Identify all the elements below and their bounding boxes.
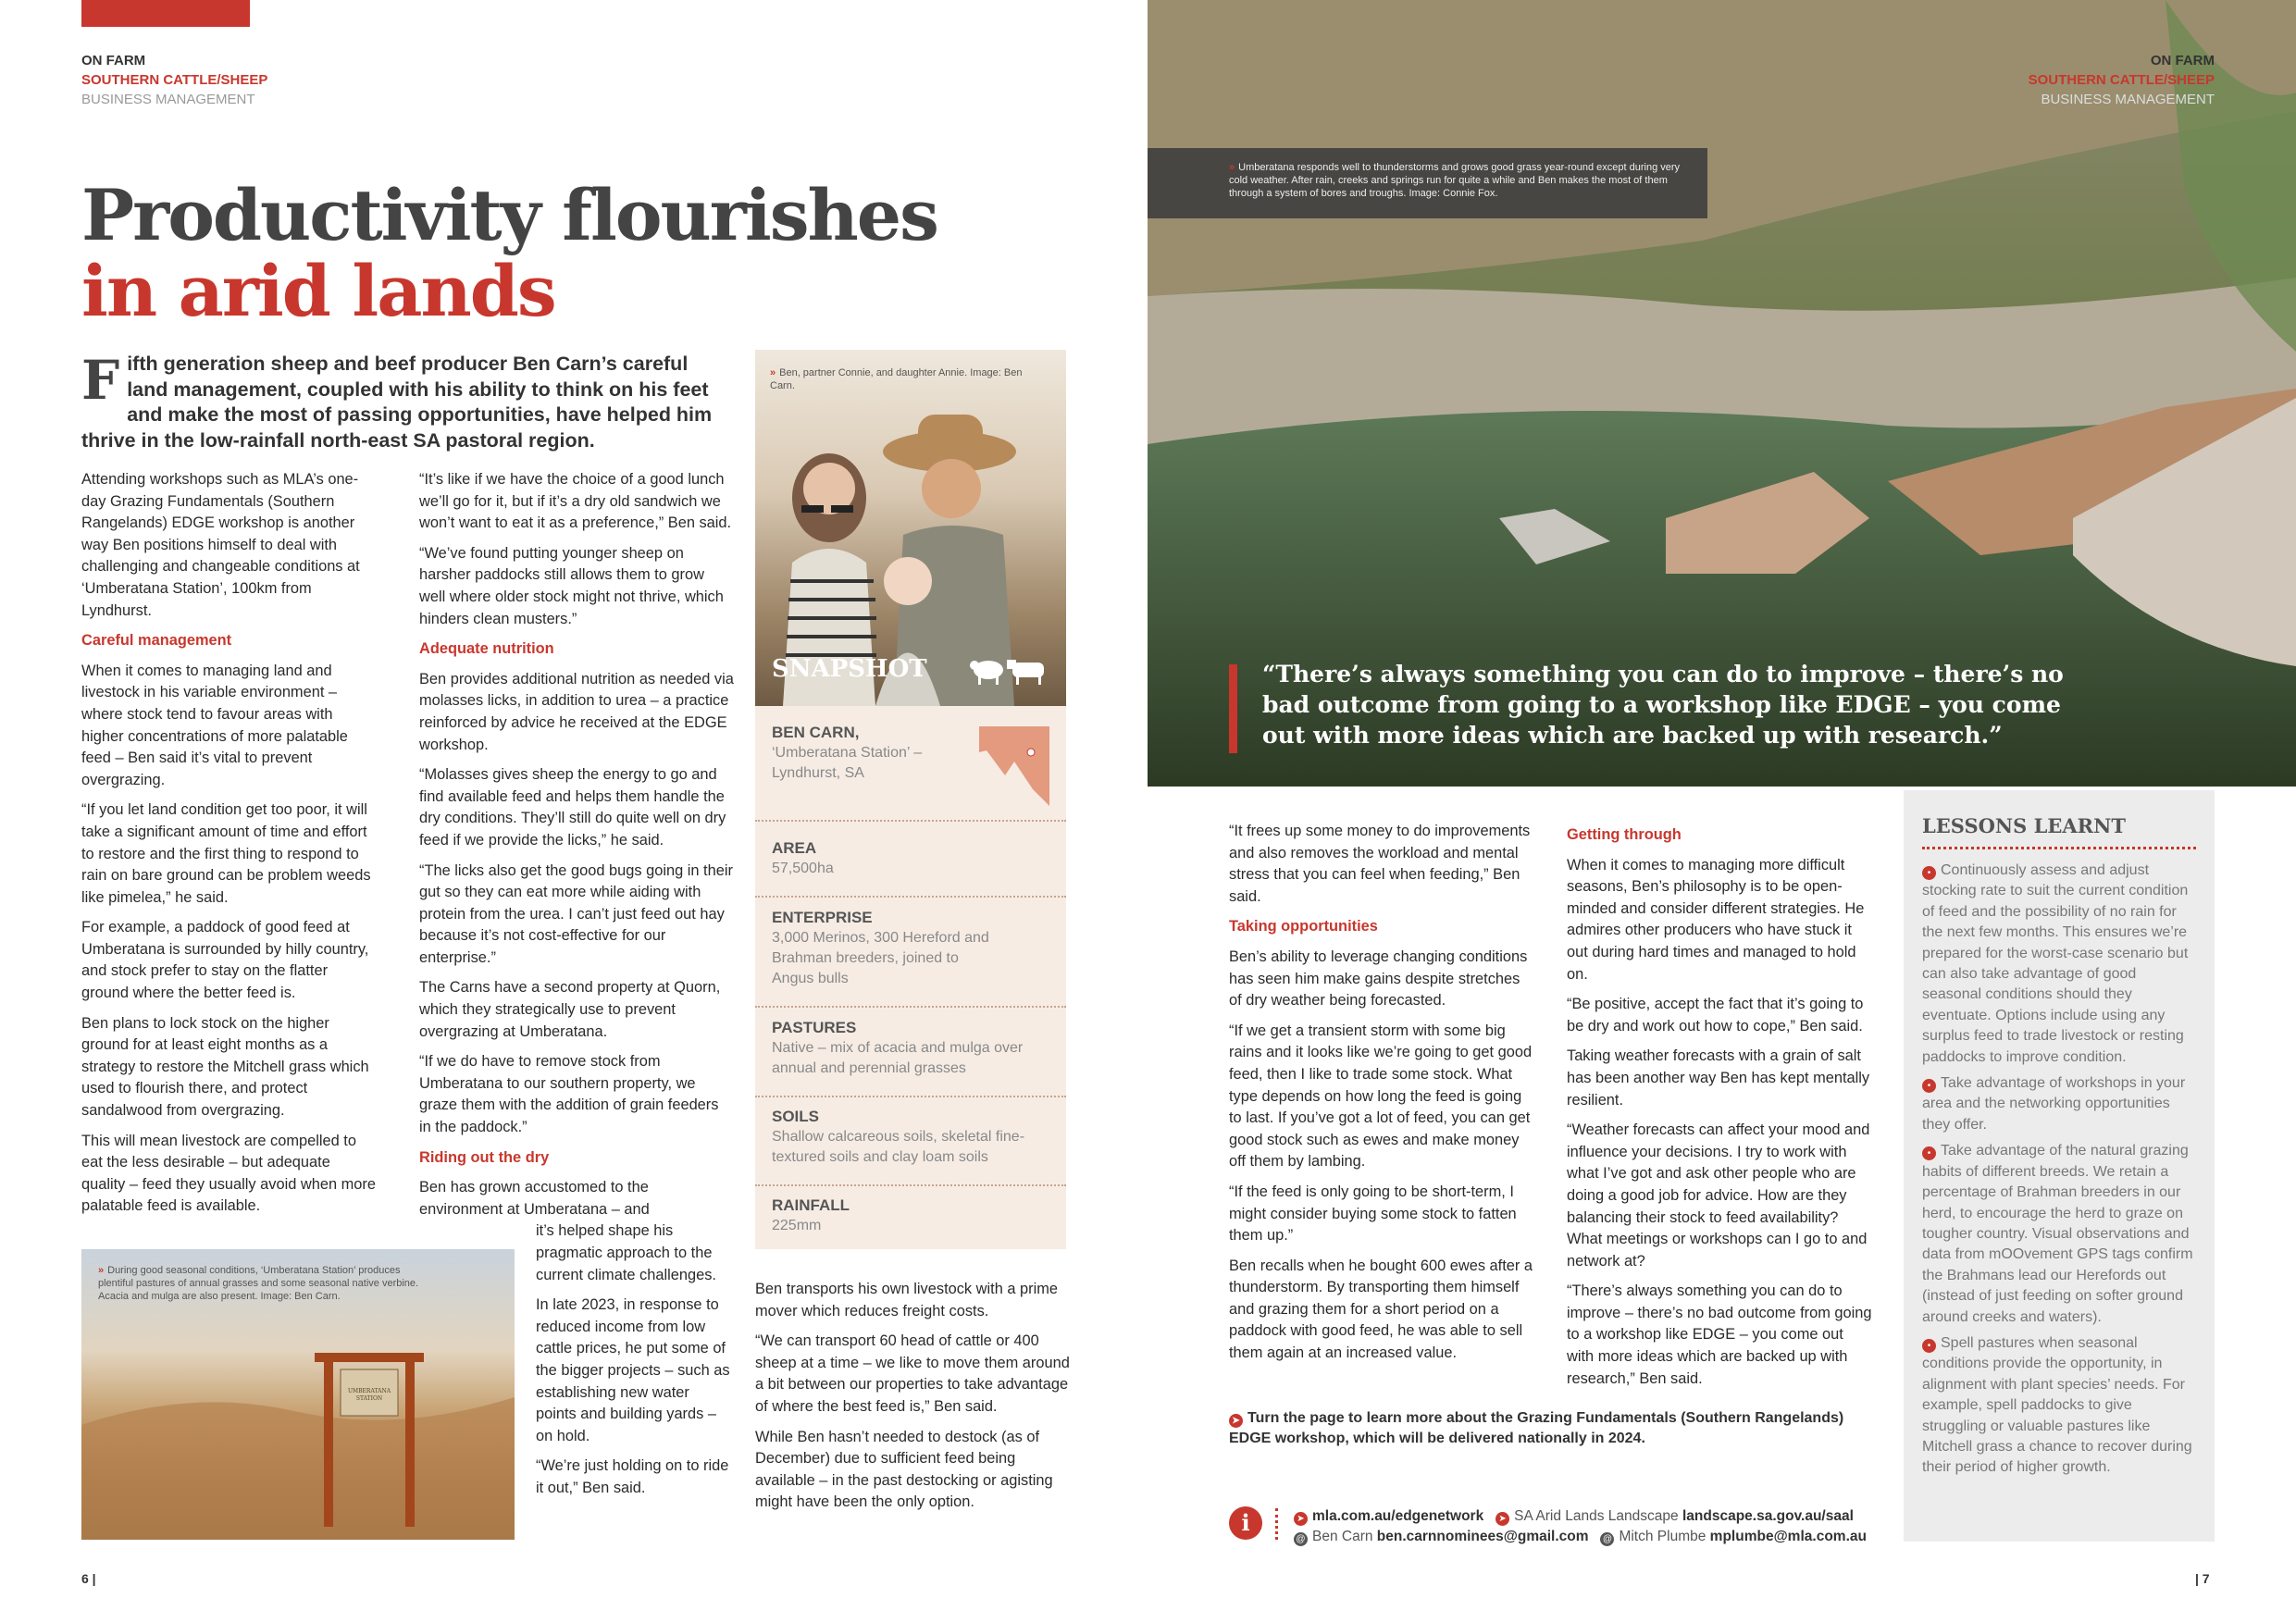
page-number-left: 6 | [81, 1571, 96, 1586]
section-category: SOUTHERN CATTLE/SHEEP [81, 72, 268, 88]
section-category: SOUTHERN CATTLE/SHEEP [2028, 72, 2215, 88]
family-photo [755, 350, 1066, 706]
snapshot-value: Native – mix of acacia and mulga over annual and perennial grasses [772, 1040, 1024, 1076]
paragraph: While Ben hasn’t needed to destock (as of December) due to sufficient feed being available – in the past destocking or agisting might have been the only option. [755, 1428, 1053, 1511]
landscape-caption-box [1148, 148, 1707, 218]
snapshot-value: 225mm [772, 1218, 822, 1233]
info-divider [1275, 1508, 1278, 1540]
info-line-1 [1294, 1506, 1854, 1527]
email-ben[interactable]: ben.carnnominees@gmail.com [1376, 1529, 1589, 1544]
pull-quote: “There’s always something you can do to improve – there’s no bad outcome from going to a workshop like EDGE – you come out with more ideas which are backed up with research.” [1262, 661, 2064, 749]
link-mla-edge[interactable]: mla.com.au/edgenetwork [1312, 1508, 1484, 1524]
snapshot-row-rainfall [755, 1179, 1066, 1253]
sa-map-icon [977, 725, 1051, 808]
paragraph: it’s helped shape his pragmatic approach to the current climate challenges. [536, 1222, 716, 1283]
subheading: Careful management [81, 632, 232, 650]
family-photo-caption [770, 366, 1038, 392]
link-label: SA Arid Lands Landscape [1514, 1508, 1679, 1524]
lesson-item [1922, 1141, 2196, 1328]
snapshot-name: BEN CARN, [772, 724, 860, 741]
paragraph: When it comes to managing more difficult seasons, Ben’s philosophy is to be open-minded and consider different strategies. He admires other producers who have stuck it out during hard times and managed to hold on. [1567, 856, 1865, 983]
lead-text: ifth generation sheep and beef producer Ben Carn’s careful land management, coupled with his ability to think on his feet and make the most of passing opportunities, have helped him thrive in the low-rainfall north-east SA pastoral region. [81, 353, 713, 452]
lesson-item [1922, 1073, 2196, 1135]
snapshot-row-pastures [755, 1001, 1066, 1097]
landscape-caption [1229, 161, 1691, 200]
snapshot-label: PASTURES [772, 1019, 857, 1036]
paragraph: “We’ve found putting younger sheep on harsher paddocks still allows them to grow well where older stock might not thrive, which hinders clean musters.” [419, 544, 724, 627]
arrow-right-icon: ➤ [1229, 1414, 1243, 1428]
paragraph: When it comes to managing land and livestock in his variable environment – where stock tend to favour areas with higher concentrations of more palatable feed – Ben said it’s vital to prevent overgrazing. [81, 662, 348, 788]
sign-text: UMBERATANA [347, 1388, 391, 1394]
paragraph: Ben recalls when he bought 600 ewes after a thunderstorm. By transporting them himself and grazing them for a short period on a paddock with good feed, he was able to sell them again at an increased value. [1229, 1257, 1533, 1362]
lead-paragraph [81, 349, 729, 453]
section-subcategory: BUSINESS MANAGEMENT [2041, 92, 2215, 107]
snapshot-location: ‘Umberatana Station’ – Lyndhurst, SA [772, 745, 923, 781]
speech-bubble-icon: • [1922, 1146, 1936, 1160]
body-column-1 [81, 469, 376, 1226]
paragraph: “Be positive, accept the fact that it’s going to be dry and work out how to cope,” Ben said. [1567, 996, 1864, 1035]
section-subcategory: BUSINESS MANAGEMENT [81, 92, 255, 107]
section-header-right [1971, 51, 2215, 109]
snapshot-value: 57,500ha [772, 861, 834, 876]
lesson-text: Spell pastures when seasonal conditions provide the opportunity, in alignment with plant species’ needs. For example, spell paddocks to give struggling or valuable pastures like Mitchell grass a chance to recover during their period of higher growth. [1922, 1334, 2192, 1476]
paragraph: “If the feed is only going to be short-term, I might consider buying some stock to fatten them up.” [1229, 1183, 1517, 1245]
paragraph: “It’s like if we have the choice of a good lunch we’ll go for it, but if it’s a dry old sandwich we won’t want to eat it as a preference,” Ben said. [419, 471, 732, 532]
section-header-left [81, 51, 267, 109]
paragraph: Ben has grown accustomed to the environment at Umberatana – and [419, 1179, 650, 1218]
section-kicker: ON FARM [81, 53, 146, 68]
snapshot-row-soils [755, 1090, 1066, 1186]
subheading: Adequate nutrition [419, 640, 554, 658]
email-icon: @ [1600, 1532, 1614, 1546]
paragraph: “Molasses gives sheep the energy to go and find available feed and helps them handle the dry conditions. They’ll still do quite well on dry feed if we provide the licks,” he said. [419, 766, 726, 849]
snapshot-panel [755, 350, 1066, 1249]
link-icon: ➤ [1496, 1512, 1509, 1526]
snapshot-row-name [755, 706, 1066, 822]
lesson-item [1922, 861, 2196, 1068]
speech-bubble-icon: • [1922, 1339, 1936, 1353]
snapshot-heading: SNAPSHOT [772, 655, 927, 683]
paragraph: “If we do have to remove stock from Umberatana to our southern property, we graze them with the addition of grain feeders in the paddock.” [419, 1053, 719, 1136]
snapshot-label: RAINFALL [772, 1196, 850, 1214]
sign-lettering [346, 1388, 392, 1403]
sign-photo-caption [98, 1264, 422, 1303]
link-icon: ➤ [1294, 1512, 1308, 1526]
paragraph: This will mean livestock are compelled to eat the less desirable – but adequate quality – feed they usually avoid when more palatable feed is available. [81, 1132, 376, 1215]
red-tab-left [81, 0, 250, 27]
paragraph: “If we get a transient storm with some big rains and it looks like we’re going to get good feed, then I like to trade some stock. What type depends on how long the feed is going to last. If you’ve got a lot of feed, you can get good stock such as ewes and make money off them by lambing. [1229, 1022, 1533, 1171]
lesson-text: Continuously assess and adjust stocking rate to suit the current condition of feed and the possibility of no rain for the next few months. This ensures we’re prepared for the worst-case scenario but can also take advantage of good seasonal conditions should they eventuate. Options include using any surplus feed to trade livestock or resting paddocks to improve condition. [1922, 862, 2189, 1065]
turn-page-text: Turn the page to learn more about the Grazing Fundamentals (Southern Rangelands) EDGE workshop, which will be delivered nationally in 2024. [1229, 1410, 1844, 1446]
paragraph: Ben’s ability to leverage changing conditions has seen him make gains despite stretches of dry weather being forecasted. [1229, 948, 1528, 1010]
lessons-heading: LESSONS LEARNT [1922, 814, 2196, 849]
link-saal[interactable]: landscape.sa.gov.au/saal [1682, 1508, 1854, 1524]
family-illustration [755, 350, 1066, 706]
body-column-5 [1567, 821, 1872, 1398]
speech-bubble-icon: • [1922, 1079, 1936, 1093]
paragraph: For example, a paddock of good feed at Umberatana is surrounded by hilly country, and stock prefer to stay on the flatter ground where the better feed is. [81, 919, 369, 1002]
paragraph: “The licks also get the good bugs going in their gut so they can eat more while aiding with protein from the urea. I can’t just feed out hay because it’s not cost-effective for our enterprise.” [419, 861, 733, 966]
section-kicker: ON FARM [2150, 53, 2215, 68]
snapshot-label: SOILS [772, 1108, 820, 1125]
paragraph: Ben plans to lock stock on the higher ground for at least eight months as a strategy to restore the Mitchell grass which used to flourish there, and protect sandalwood from overgrazing. [81, 1014, 369, 1120]
paragraph: Attending workshops such as MLA’s one-day Grazing Fundamentals (Southern Rangelands) EDGE workshop is another way Ben positions himself to deal with challenging and changeable conditions at ‘Umberatana Station’, 100km from Lyndhurst. [81, 471, 360, 619]
caption-chevron-icon: » [1229, 162, 1235, 173]
email-icon: @ [1294, 1532, 1308, 1546]
article-title [81, 174, 937, 332]
title-line-2: in arid lands [81, 250, 555, 332]
snapshot-value: Shallow calcareous soils, skeletal fine-textured soils and clay loam soils [772, 1129, 1025, 1165]
paragraph: “It frees up some money to do improvements and also removes the workload and mental stress that you can feel when feeding,” Ben said. [1229, 823, 1531, 905]
lesson-item [1922, 1333, 2196, 1479]
paragraph: “We can transport 60 head of cattle or 400 sheep at a time – we like to move them around a bit between our properties to take advantage of where the best feed is,” Ben said. [755, 1332, 1070, 1415]
snapshot-row-area [755, 822, 1066, 898]
subheading: Getting through [1567, 826, 1682, 843]
lesson-text: Take advantage of workshops in your area and the networking opportunities they offer. [1922, 1075, 2186, 1133]
paragraph: Taking weather forecasts with a grain of salt has been another way Ben has kept mentally resilient. [1567, 1047, 1870, 1109]
body-column-4 [1229, 821, 1534, 1373]
paragraph: “Weather forecasts can affect your mood and influence your decisions. I try to work with what I’ve got and ask other people who are doing a good job for advice. How are they balancing their stock to feed availability? What meetings or workshops can I go to and network at? [1567, 1121, 1870, 1270]
paragraph: Ben transports his own livestock with a prime mover which reduces freight costs. [755, 1281, 1059, 1319]
speech-bubble-icon: • [1922, 866, 1936, 880]
paragraph: “There’s always something you can do to improve – there’s no bad outcome from going to a workshop like EDGE – you come out with more ideas which are backed up with research,” Ben said. [1567, 1282, 1872, 1387]
paragraph: The Carns have a second property at Quorn, which they strategically use to prevent overgrazing at Umberatana. [419, 979, 721, 1040]
info-line-2 [1294, 1527, 1867, 1547]
contact-name: Mitch Plumbe [1619, 1529, 1706, 1544]
caption-chevron-icon: » [770, 367, 776, 378]
station-sign-photo [81, 1249, 515, 1540]
caption-text: During good seasonal conditions, ‘Umberatana Station’ produces plentiful pastures of annual grasses and some seasonal native verbine. Acacia and mulga are also present. Image: Ben Carn. [98, 1265, 419, 1302]
snapshot-label: ENTERPRISE [772, 909, 873, 926]
drop-cap: F [81, 349, 120, 412]
snapshot-label: AREA [772, 839, 817, 857]
cattle-sheep-icon [970, 655, 1048, 687]
title-line-1: Productivity flourishes [81, 174, 937, 256]
pull-quote-bar [1229, 664, 1237, 753]
page-number-right: | 7 [2195, 1571, 2210, 1586]
body-column-3 [755, 1279, 1070, 1522]
snapshot-row-enterprise [755, 891, 1066, 1008]
subheading: Riding out the dry [419, 1148, 550, 1166]
lessons-learnt-panel [1904, 790, 2215, 1542]
paragraph: Ben provides additional nutrition as needed via molasses licks, in addition to urea – a practice reinforced by advice he received at the EDGE workshop. [419, 670, 734, 753]
caption-text: Umberatana responds well to thunderstorms and grows good grass year-round except during very cold weather. After rain, creeks and springs run for quite a while and Ben makes the most of them through a system of bores and troughs. Image: Connie Fox. [1229, 162, 1681, 199]
email-mitch[interactable]: mplumbe@mla.com.au [1709, 1529, 1867, 1544]
paragraph: “We’re just holding on to ride it out,” Ben said. [536, 1457, 729, 1496]
caption-chevron-icon: » [98, 1265, 105, 1276]
turn-page-note [1229, 1408, 1877, 1449]
subheading: Taking opportunities [1229, 918, 1378, 935]
lesson-text: Take advantage of the natural grazing habits of different breeds. We retain a percentage of Brahman breeders in our herd, to encourage the herd to graze on tougher country. Visual observations and data from mOOvement GPS tags confirm the Brahmans lead our Herefords out (instead of just feeding on softer ground around creeks and waters). [1922, 1143, 2193, 1325]
paragraph: “If you let land condition get too poor, it will take a significant amount of time and effort to restore and the first thing to respond to rain on bare ground can be problem weeds like pimelea,” he said. [81, 801, 371, 906]
paragraph: In late 2023, in response to reduced income from low cattle prices, he put some of the bigger projects – such as establishing new water points and building yards – on hold. [536, 1296, 730, 1444]
info-icon: i [1229, 1506, 1262, 1540]
contact-name: Ben Carn [1312, 1529, 1373, 1544]
sign-subtext: STATION [355, 1395, 383, 1402]
caption-text: Ben, partner Connie, and daughter Annie. Image: Ben Carn. [770, 367, 1023, 391]
snapshot-value: 3,000 Merinos, 300 Hereford and Brahman breeders, joined to Angus bulls [772, 930, 989, 986]
